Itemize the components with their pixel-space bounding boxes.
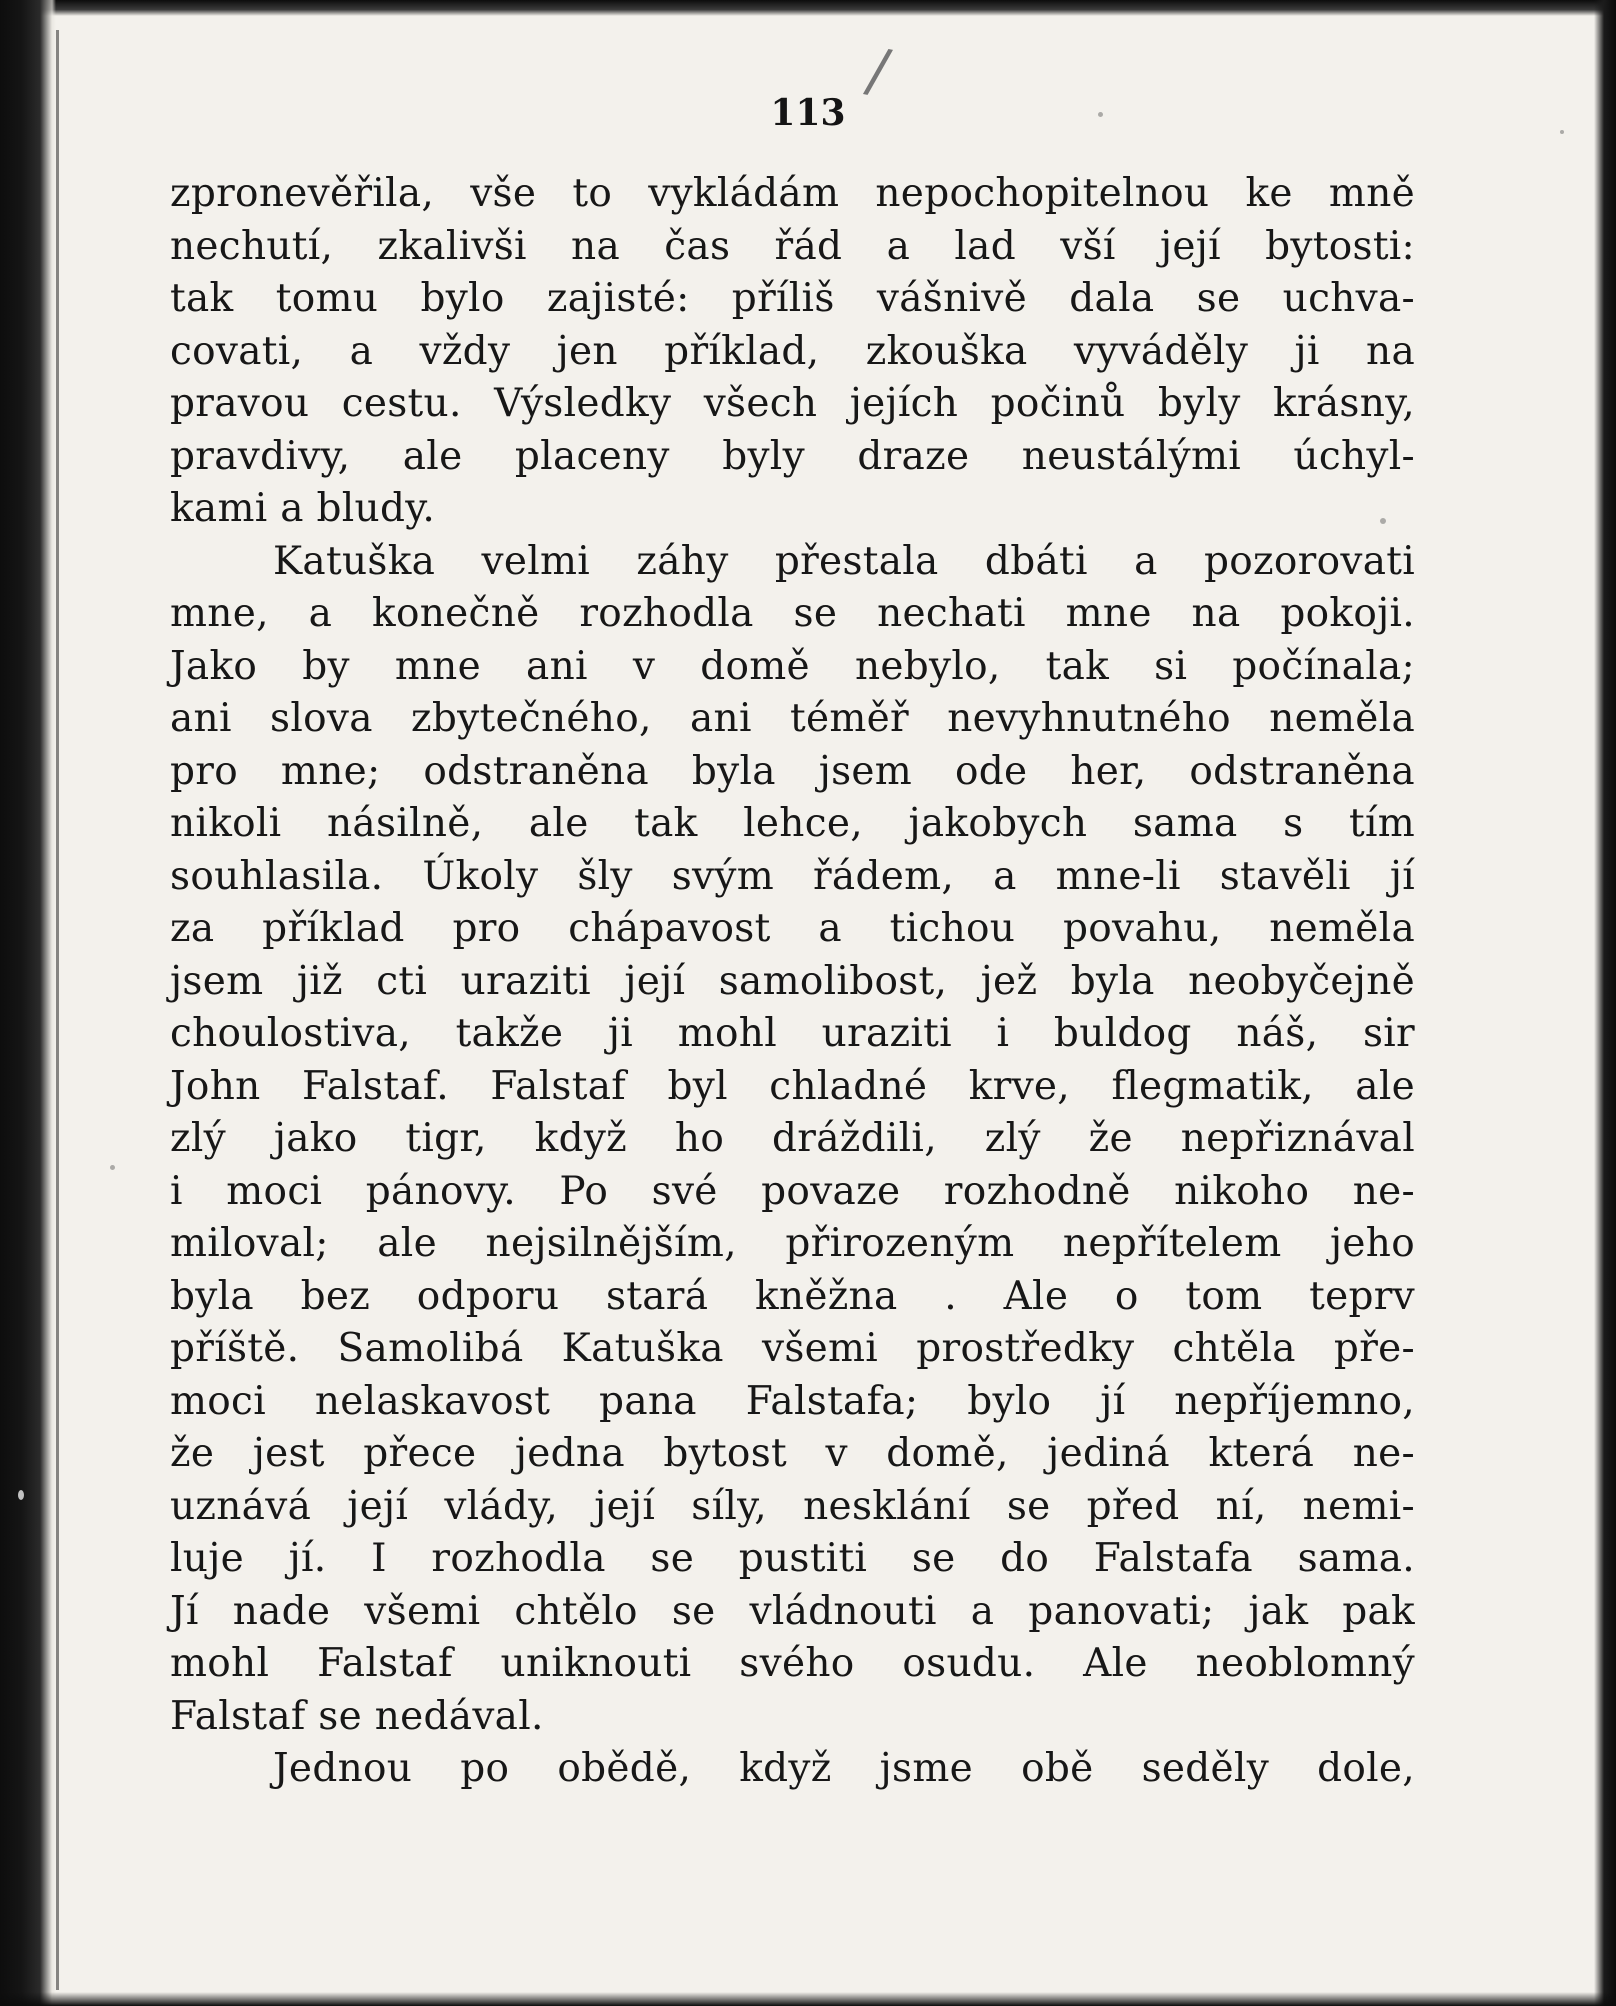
text-line: mne, a konečně rozhodla se nechati mne na pokoji. <box>170 591 1415 636</box>
text-line: uznává její vlády, její síly, nesklání se před ní, nemi- <box>170 1483 1415 1529</box>
text-line: luje jí. I rozhodla se pustiti se do Falstafa sama. <box>170 1536 1415 1581</box>
text-line: pro mne; odstraněna byla jsem ode her, odstraněna <box>170 748 1415 794</box>
text-line: příště. Samolibá Katuška všemi prostředky chtěla pře- <box>170 1326 1415 1371</box>
scan-speck <box>110 1165 115 1170</box>
scan-speck <box>1098 112 1103 117</box>
text-line: jsem již cti uraziti její samolibost, jež byla neobyčejně <box>170 958 1415 1004</box>
binding-shadow <box>56 30 59 1990</box>
text-line: John Falstaf. Falstaf byl chladné krve, flegmatik, ale <box>170 1063 1415 1109</box>
text-line: miloval; ale nejsilnějším, přirozeným nepřítelem jeho <box>170 1221 1415 1266</box>
text-line: tak tomu bylo zajisté: příliš vášnivě dala se uchva- <box>170 276 1415 321</box>
text-line: moci nelaskavost pana Falstafa; bylo jí nepříjemno, <box>170 1378 1415 1424</box>
paragraph <box>170 536 1415 1744</box>
scan-speck <box>1560 130 1564 134</box>
scan-border-top <box>0 0 1616 16</box>
text-line: že jest přece jedna bytost v domě, jediná která ne- <box>170 1431 1415 1476</box>
paragraph <box>170 168 1415 536</box>
text-line: Jednou po obědě, když jsme obě seděly dole, <box>273 1746 1415 1791</box>
text-line: nechutí, zkalivši na čas řád a lad vší její bytosti: <box>170 223 1415 269</box>
text-line: kami a bludy. <box>170 486 436 531</box>
text-line: za příklad pro chápavost a tichou povahu, neměla <box>170 906 1415 951</box>
paragraph <box>170 1743 1415 1796</box>
scan-border-left <box>0 0 56 2006</box>
text-line: mohl Falstaf uniknouti svého osudu. Ale neoblomný <box>170 1641 1415 1686</box>
text-line: souhlasila. Úkoly šly svým řádem, a mne-li stavěli jí <box>170 853 1415 899</box>
text-line: Jí nade všemi chtělo se vládnouti a panovati; jak pak <box>170 1588 1415 1634</box>
text-line: ani slova zbytečného, ani téměř nevyhnutného neměla <box>170 696 1415 741</box>
page-number: 113 <box>770 92 846 134</box>
scan-border-bottom <box>0 1992 1616 2006</box>
text-line: zpronevěřila, vše to vykládám nepochopitelnou ke mně <box>170 171 1415 216</box>
text-line: byla bez odporu stará kněžna . Ale o tom teprv <box>170 1273 1415 1319</box>
text-line: Jako by mne ani v domě nebylo, tak si počínala; <box>170 643 1415 689</box>
text-line: choulostiva, takže ji mohl uraziti i buldog náš, sir <box>170 1011 1415 1056</box>
text-line: Falstaf se nedával. <box>170 1693 544 1739</box>
body-text <box>170 168 1415 1796</box>
text-line: covati, a vždy jen příklad, zkouška vyváděly ji na <box>170 328 1415 374</box>
text-line: i moci pánovy. Po své povaze rozhodně nikoho ne- <box>170 1168 1415 1214</box>
text-line: pravdivy, ale placeny byly draze neustálými úchyl- <box>170 433 1415 479</box>
text-line: Katuška velmi záhy přestala dbáti a pozorovati <box>273 538 1415 584</box>
text-line: nikoli násilně, ale tak lehce, jakobych sama s tím <box>170 801 1415 846</box>
text-line: pravou cestu. Výsledky všech jejích počinů byly krásny, <box>170 381 1415 426</box>
pencil-tick-mark: / <box>860 34 896 108</box>
text-line: zlý jako tigr, když ho dráždili, zlý že nepřiznával <box>170 1116 1415 1161</box>
scan-border-right <box>1594 0 1616 2006</box>
scan-speck <box>18 1490 24 1500</box>
